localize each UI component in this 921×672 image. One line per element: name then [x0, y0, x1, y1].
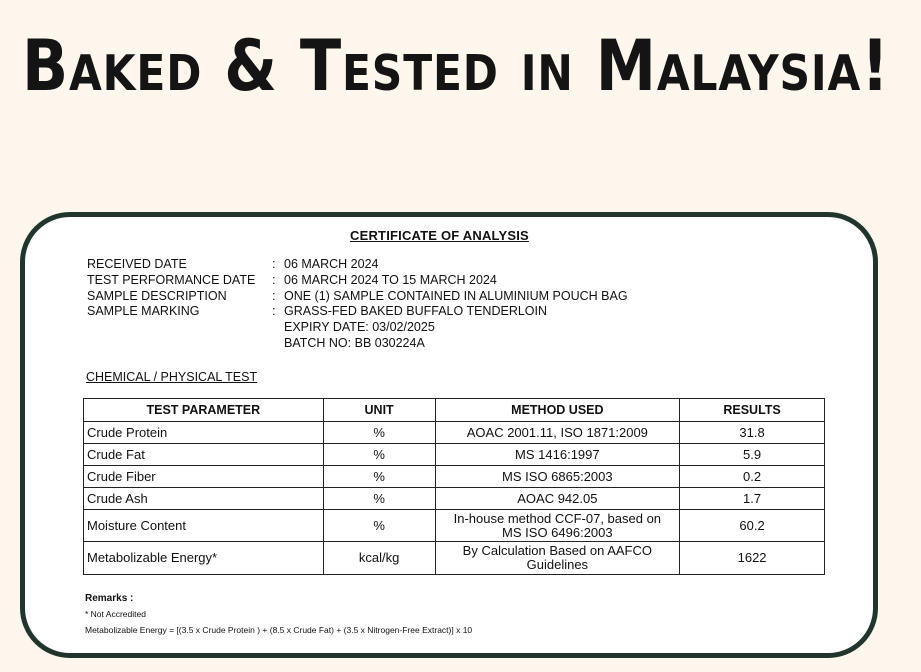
- method-cell: MS ISO 6865:2003: [435, 466, 680, 488]
- sample-info: [87, 257, 628, 352]
- unit-cell: %: [323, 444, 435, 466]
- info-value: ONE (1) SAMPLE CONTAINED IN ALUMINIUM POUCH BAG: [284, 288, 628, 303]
- method-cell: [435, 542, 680, 575]
- remarks-title: Remarks :: [85, 593, 134, 604]
- parameter-cell: Metabolizable Energy*: [84, 542, 324, 575]
- method-line: MS ISO 6496:2003: [502, 524, 613, 540]
- result-cell: 0.2: [680, 466, 825, 488]
- unit-cell: %: [323, 422, 435, 444]
- certificate-card: [20, 212, 878, 658]
- unit-cell: %: [323, 488, 435, 510]
- result-cell: 5.9: [680, 444, 825, 466]
- table-row: [84, 444, 825, 466]
- headline: Baked & Tested in Malaysia!: [22, 25, 890, 107]
- table-row: [84, 466, 825, 488]
- info-label: RECEIVED DATE: [87, 257, 187, 271]
- parameter-cell: Crude Fiber: [84, 466, 324, 488]
- result-cell: 1622: [680, 542, 825, 575]
- method-line: By Calculation Based on AAFCO: [462, 543, 652, 558]
- info-row-test-date: TEST PERFORMANCE DATE : 06 MARCH 2024 TO 15 MARCH 2024: [87, 272, 497, 287]
- info-value: GRASS-FED BAKED BUFFALO TENDERLOIN: [284, 304, 548, 319]
- info-row-received-date: RECEIVED DATE : 06 MARCH 2024: [87, 257, 379, 271]
- parameter-cell: Crude Ash: [84, 488, 324, 510]
- method-cell: AOAC 942.05: [435, 488, 680, 510]
- table-row: [84, 542, 825, 575]
- info-label: SAMPLE MARKING: [87, 304, 200, 319]
- header-method-used: METHOD USED: [435, 399, 680, 422]
- unit-cell: kcal/kg: [323, 542, 435, 575]
- table-row: [84, 488, 825, 510]
- method-cell: MS 1416:1997: [435, 444, 680, 466]
- parameter-cell: Crude Protein: [84, 422, 324, 444]
- unit-cell: %: [323, 466, 435, 488]
- header-results: RESULTS: [680, 399, 825, 422]
- energy-formula: Metabolizable Energy = [(3.5 x Crude Protein ) + (8.5 x Crude Fat) + (3.5 x Nitrogen-Free Extract)] x 10: [85, 625, 473, 635]
- info-row-sample-description: SAMPLE DESCRIPTION : ONE (1) SAMPLE CONTAINED IN ALUMINIUM POUCH BAG: [87, 288, 628, 303]
- parameter-cell: Moisture Content: [84, 510, 324, 542]
- header-unit: UNIT: [323, 399, 435, 422]
- unit-cell: %: [323, 510, 435, 542]
- method-line: Guidelines: [526, 557, 589, 572]
- info-label: SAMPLE DESCRIPTION: [87, 288, 227, 303]
- header-test-parameter: TEST PARAMETER: [84, 399, 324, 422]
- batch-number: BATCH NO: BB 030224A: [284, 335, 425, 350]
- remarks-note: * Not Accredited: [85, 609, 146, 619]
- table-row: [84, 422, 825, 444]
- result-cell: 31.8: [680, 422, 825, 444]
- method-cell: AOAC 2001.11, ISO 1871:2009: [435, 422, 680, 444]
- result-cell: 60.2: [680, 510, 825, 542]
- method-line: In-house method CCF-07, based on: [453, 510, 662, 526]
- info-value: 06 MARCH 2024 TO 15 MARCH 2024: [284, 272, 497, 287]
- parameter-cell: Crude Fat: [84, 444, 324, 466]
- info-label: TEST PERFORMANCE DATE: [87, 272, 256, 287]
- method-cell: [435, 510, 680, 542]
- certificate-title: CERTIFICATE OF ANALYSIS: [350, 228, 529, 243]
- results-table: [83, 398, 825, 575]
- section-title: CHEMICAL / PHYSICAL TEST: [86, 370, 258, 384]
- expiry-date: EXPIRY DATE: 03/02/2025: [284, 320, 435, 335]
- info-value: 06 MARCH 2024: [284, 257, 379, 271]
- info-row-sample-marking: SAMPLE MARKING : GRASS-FED BAKED BUFFALO TENDERLOIN: [87, 304, 548, 319]
- table-header-row: [84, 399, 825, 422]
- result-cell: 1.7: [680, 488, 825, 510]
- table-row: [84, 510, 825, 542]
